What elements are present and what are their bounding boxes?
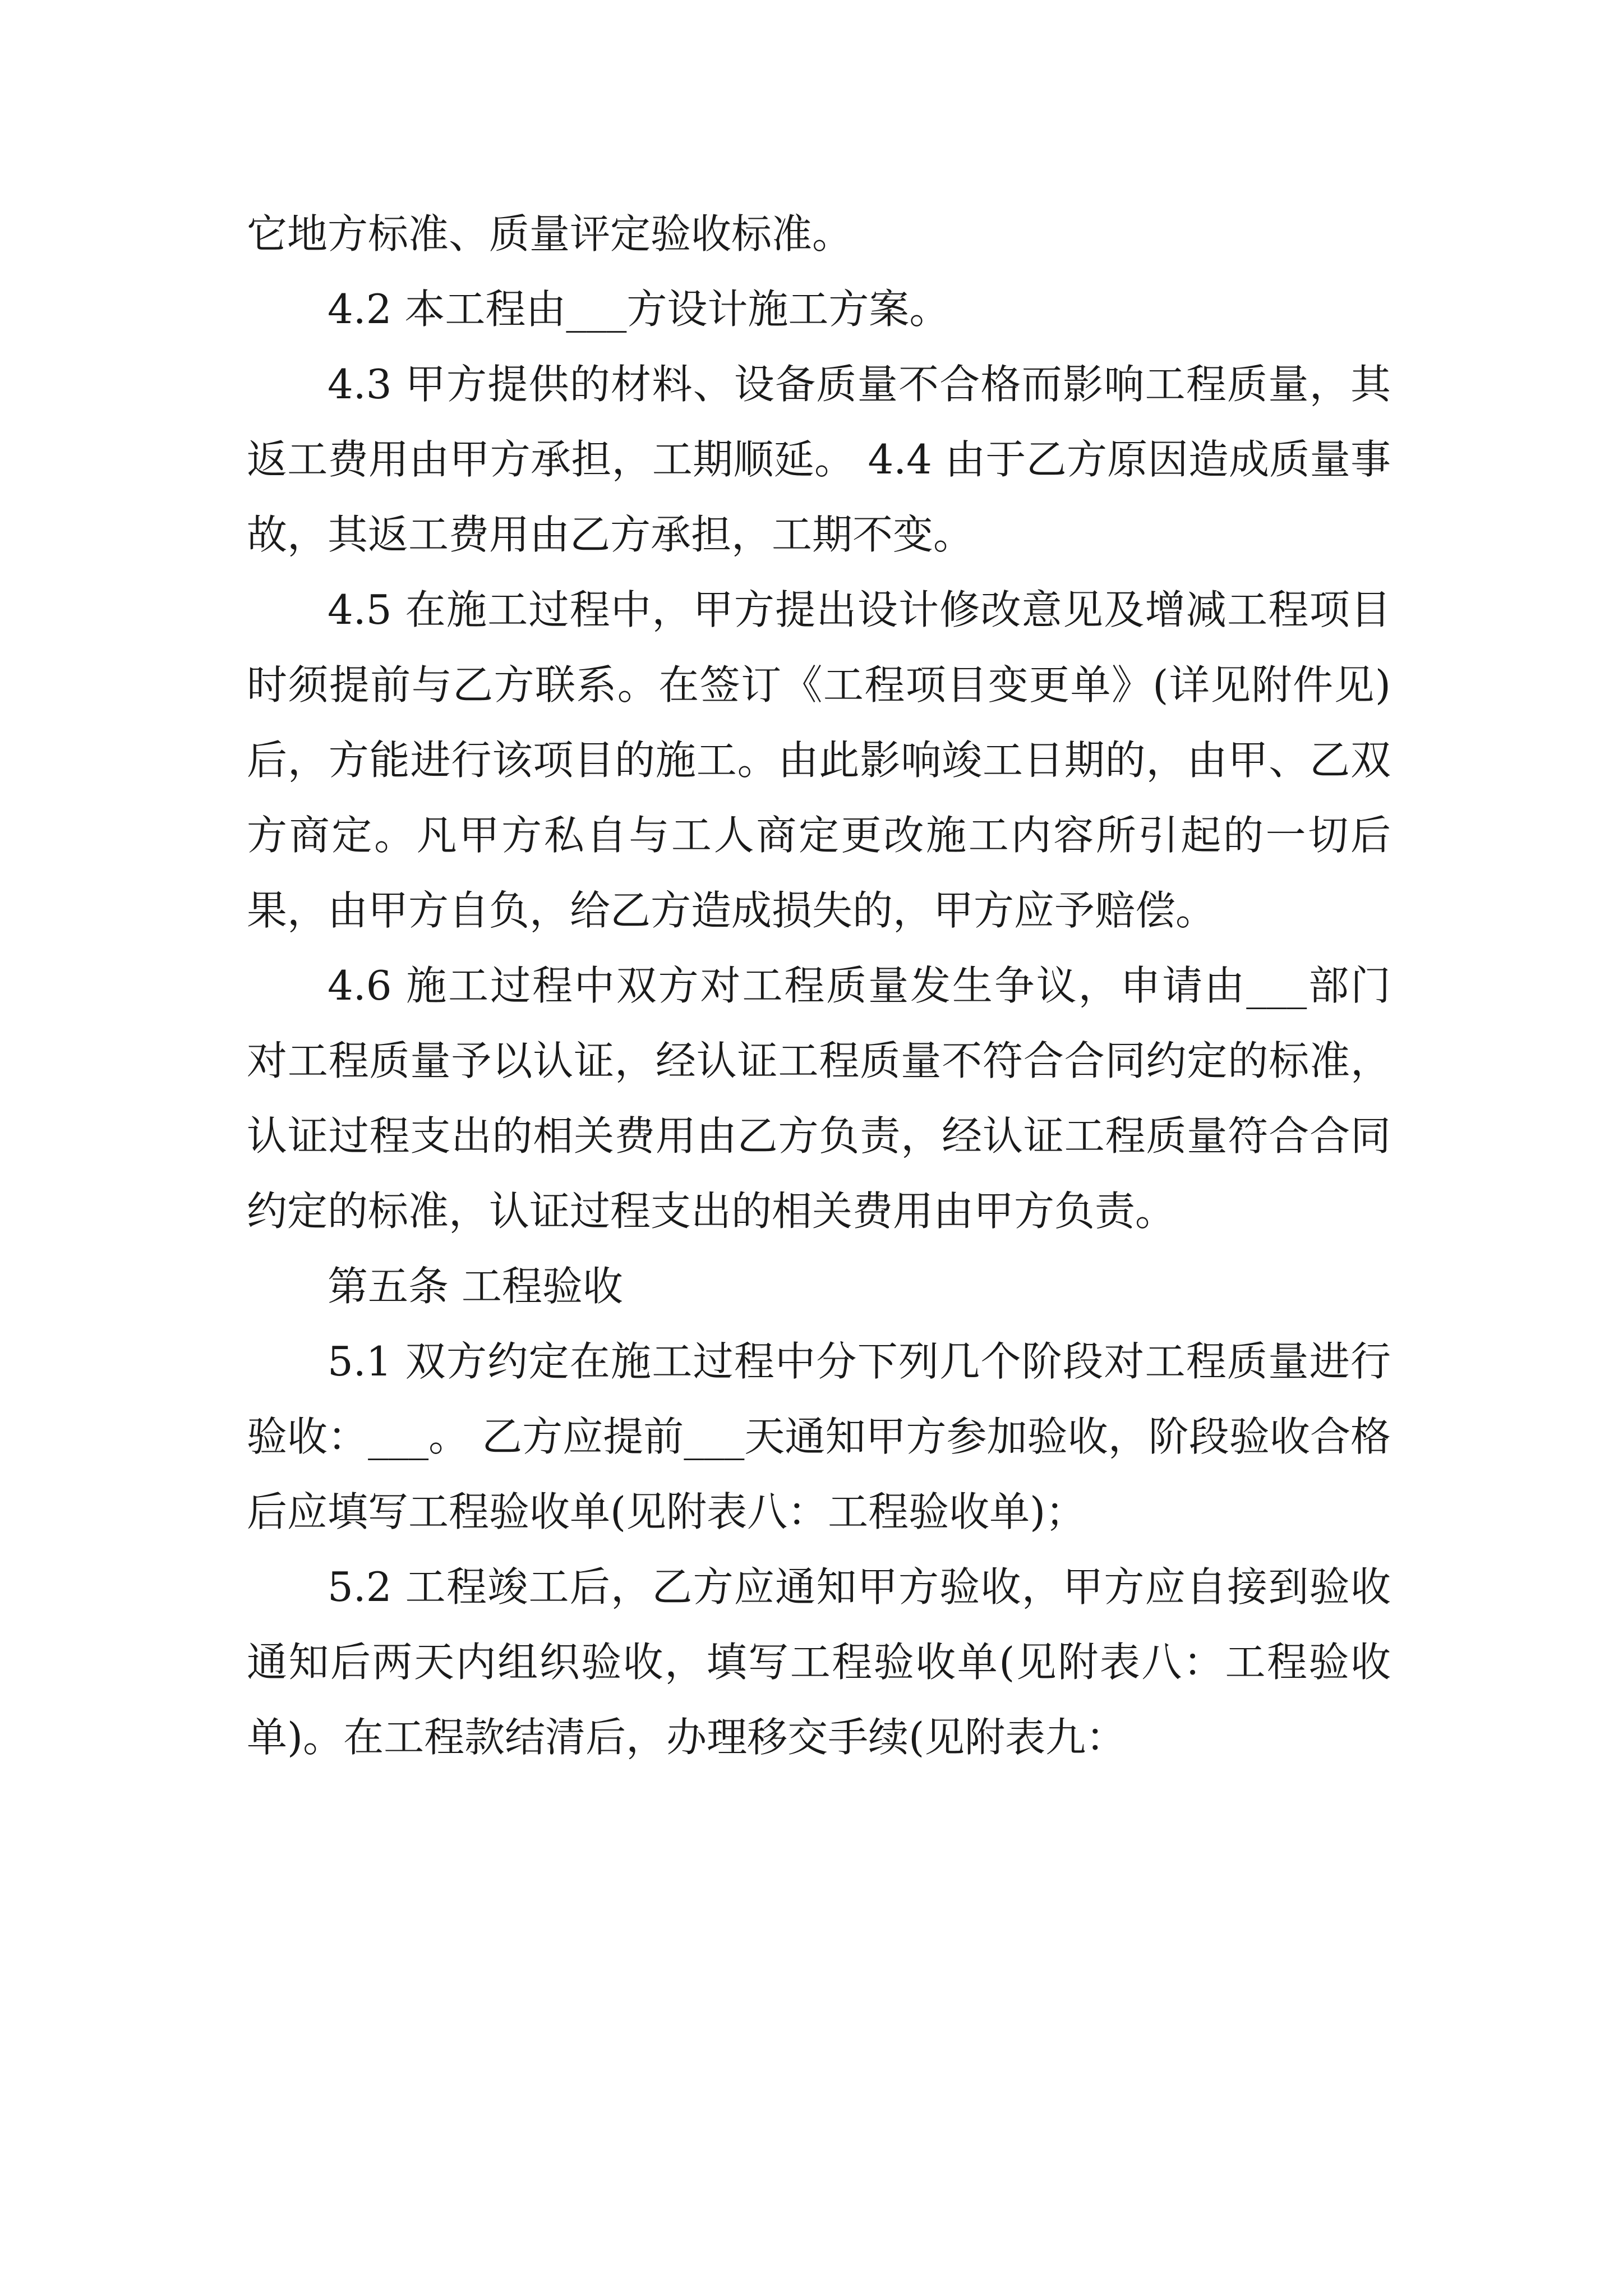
clause-4-5: 4.5 在施工过程中，甲方提出设计修改意见及增减工程项目时须提前与乙方联系。在签订《工程项目变更单》(详见附件见)后，方能进行该项目的施工。由此影响竣工日期的，由甲、乙双方商定。凡甲方私自与工人商定更改施工内容所引起的一切后果，由甲方自负，给乙方造成损失的，甲方应予赔偿。 [247,586,1391,934]
clause-4-2: 4.2 本工程由___方设计施工方案。 [328,286,950,333]
clause-4-3-4-4: 4.3 甲方提供的材料、设备质量不合格而影响工程质量，其返工费用由甲方承担，工期顺延。 4.4 由于乙方原因造成质量事故，其返工费用由乙方承担，工期不变。 [247,361,1391,558]
clause-5-1: 5.1 双方约定在施工过程中分下列几个阶段对工程质量进行验收：___。 乙方应提前___天通知甲方参加验收，阶段验收合格后应填写工程验收单(见附表八：工程验收单)； [247,1338,1391,1535]
clause-4-6: 4.6 施工过程中双方对工程质量发生争议，申请由___部门对工程质量予以认证，经认证工程质量不符合合同约定的标准，认证过程支出的相关费用由乙方负责，经认证工程质量符合合同约定的标准，认证过程支出的相关费用由甲方负责。 [247,962,1391,1235]
contract-text [247,196,1391,1775]
article-5-heading: 第五条 工程验收 [328,1263,623,1310]
paragraph-continuation: 它地方标准、质量评定验收标准。 [247,210,853,257]
clause-5-2: 5.2 工程竣工后，乙方应通知甲方验收，甲方应自接到验收通知后两天内组织验收，填写工程验收单(见附表八：工程验收单)。在工程款结清后，办理移交手续(见附表九： [247,1563,1391,1761]
